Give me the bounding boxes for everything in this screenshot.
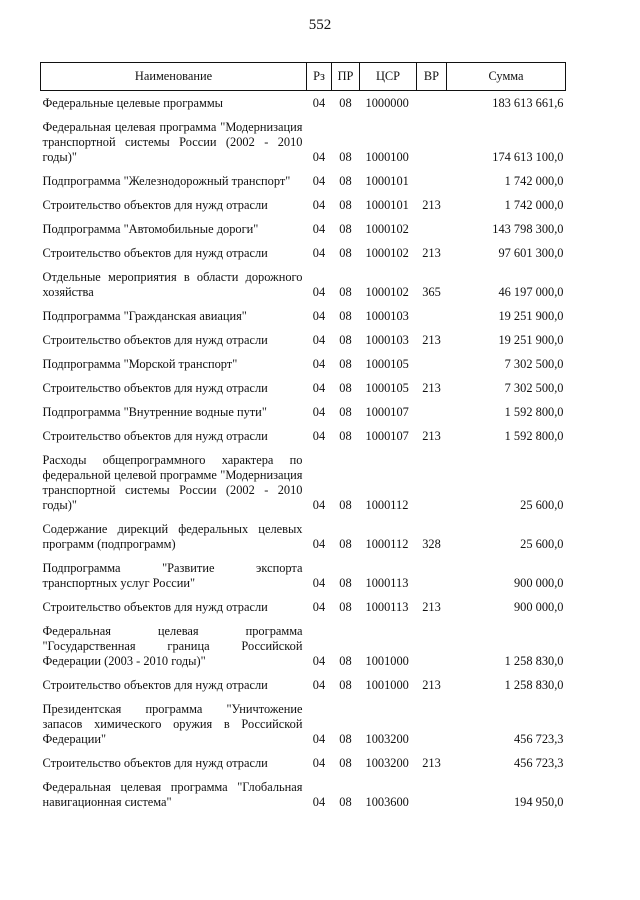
cell-vr: 213 <box>422 198 441 212</box>
header-pr: ПР <box>332 63 360 91</box>
cell-rz: 04 <box>312 732 326 746</box>
cell-rz: 04 <box>312 174 326 188</box>
cell-name: Подпрограмма "Автомобильные дороги" <box>42 222 259 236</box>
table-row <box>41 348 566 372</box>
cell-pr: 08 <box>339 732 352 746</box>
table-row <box>41 693 566 747</box>
page-number: 552 <box>308 17 332 33</box>
table-row <box>41 552 566 591</box>
cell-pr: 08 <box>339 309 352 323</box>
cell-rz: 04 <box>312 285 326 299</box>
cell-csr: 1000113 <box>365 576 409 590</box>
cell-sum: 7 302 500,0 <box>504 357 564 371</box>
cell-pr: 08 <box>339 96 352 110</box>
cell-pr: 08 <box>339 576 352 590</box>
table-row <box>41 261 566 300</box>
cell-pr: 08 <box>339 381 352 395</box>
cell-rz: 04 <box>312 309 326 323</box>
cell-csr: 1000103 <box>365 333 409 347</box>
cell-sum: 1 258 830,0 <box>504 654 564 668</box>
cell-vr <box>417 348 447 372</box>
table-row <box>41 615 566 669</box>
cell-vr: 213 <box>422 429 441 443</box>
cell-name: Подпрограмма "Железнодорожный транспорт" <box>42 174 291 188</box>
cell-csr: 1000100 <box>365 150 409 164</box>
cell-rz: 04 <box>312 756 326 770</box>
cell-pr: 08 <box>339 198 352 212</box>
cell-csr: 1000107 <box>365 429 409 443</box>
cell-sum: 900 000,0 <box>513 600 564 614</box>
cell-vr: 213 <box>422 678 441 692</box>
table-row <box>41 669 566 693</box>
cell-sum: 194 950,0 <box>513 795 564 809</box>
cell-name: Строительство объектов для нужд отрасли <box>42 246 268 260</box>
cell-csr: 1000000 <box>365 96 409 110</box>
cell-vr <box>417 615 447 669</box>
cell-vr <box>417 111 447 165</box>
cell-rz: 04 <box>312 381 326 395</box>
cell-name: Подпрограмма "Развитие экспорта транспортных услуг России" <box>42 561 303 590</box>
cell-csr: 1003200 <box>365 732 409 746</box>
cell-rz: 04 <box>312 357 326 371</box>
table-row <box>41 300 566 324</box>
cell-rz: 04 <box>312 96 326 110</box>
cell-pr: 08 <box>339 222 352 236</box>
cell-rz: 04 <box>312 222 326 236</box>
cell-name: Подпрограмма "Морской транспорт" <box>42 357 238 371</box>
cell-rz: 04 <box>312 537 326 551</box>
cell-vr: 213 <box>422 600 441 614</box>
cell-name: Федеральная целевая программа "Государственная граница Российской Федерации (2003 - 2010 годы)" <box>42 624 303 668</box>
cell-csr: 1000107 <box>365 405 409 419</box>
cell-rz: 04 <box>312 429 326 443</box>
cell-vr <box>417 213 447 237</box>
header-csr: ЦСР <box>360 63 417 91</box>
cell-pr: 08 <box>339 405 352 419</box>
cell-name: Содержание дирекций федеральных целевых программ (подпрограмм) <box>42 522 303 551</box>
cell-sum: 1 742 000,0 <box>504 174 564 188</box>
cell-rz: 04 <box>312 198 326 212</box>
cell-pr: 08 <box>339 654 352 668</box>
cell-sum: 1 592 800,0 <box>504 405 564 419</box>
cell-sum: 174 613 100,0 <box>492 150 564 164</box>
cell-rz: 04 <box>312 654 326 668</box>
table-row <box>41 165 566 189</box>
table-row <box>41 513 566 552</box>
table-row <box>41 189 566 213</box>
cell-pr: 08 <box>339 678 352 692</box>
cell-sum: 456 723,3 <box>513 732 564 746</box>
table-row <box>41 396 566 420</box>
cell-vr: 213 <box>422 246 441 260</box>
cell-name: Подпрограмма "Гражданская авиация" <box>42 309 247 323</box>
cell-pr: 08 <box>339 246 352 260</box>
cell-rz: 04 <box>312 678 326 692</box>
cell-pr: 08 <box>339 333 352 347</box>
cell-sum: 143 798 300,0 <box>492 222 564 236</box>
cell-pr: 08 <box>339 150 352 164</box>
cell-sum: 900 000,0 <box>513 576 564 590</box>
cell-vr: 328 <box>422 537 441 551</box>
cell-rz: 04 <box>312 405 326 419</box>
cell-pr: 08 <box>339 429 352 443</box>
cell-name: Строительство объектов для нужд отрасли <box>42 756 268 770</box>
cell-vr <box>417 771 447 810</box>
table-row <box>41 324 566 348</box>
cell-sum: 183 613 661,6 <box>492 96 564 110</box>
cell-rz: 04 <box>312 333 326 347</box>
cell-rz: 04 <box>312 795 326 809</box>
cell-name: Строительство объектов для нужд отрасли <box>42 429 268 443</box>
header-name: Наименование <box>41 63 307 91</box>
cell-rz: 04 <box>312 246 326 260</box>
cell-name: Федеральная целевая программа "Модернизация транспортной системы России (2002 - 2010 годы)" <box>42 120 303 164</box>
cell-name: Подпрограмма "Внутренние водные пути" <box>42 405 267 419</box>
cell-csr: 1000102 <box>365 285 409 299</box>
cell-csr: 1000113 <box>365 600 409 614</box>
cell-sum: 19 251 900,0 <box>498 309 564 323</box>
table-row <box>41 420 566 444</box>
cell-pr: 08 <box>339 756 352 770</box>
cell-pr: 08 <box>339 600 352 614</box>
cell-csr: 1000101 <box>365 198 409 212</box>
header-rz: Рз <box>307 63 332 91</box>
cell-sum: 25 600,0 <box>520 498 564 512</box>
cell-rz: 04 <box>312 150 326 164</box>
cell-csr: 1000103 <box>365 309 409 323</box>
table-row <box>41 372 566 396</box>
cell-vr: 213 <box>422 756 441 770</box>
cell-vr <box>417 300 447 324</box>
cell-csr: 1000101 <box>365 174 409 188</box>
table-row <box>41 111 566 165</box>
cell-vr: 213 <box>422 381 441 395</box>
table-row <box>41 444 566 513</box>
cell-sum: 25 600,0 <box>520 537 564 551</box>
cell-sum: 97 601 300,0 <box>498 246 564 260</box>
cell-name: Отдельные мероприятия в области дорожного хозяйства <box>42 270 303 299</box>
table-body <box>41 91 566 811</box>
budget-table <box>40 62 566 810</box>
cell-pr: 08 <box>339 498 352 512</box>
cell-pr: 08 <box>339 795 352 809</box>
cell-rz: 04 <box>312 576 326 590</box>
cell-vr <box>417 165 447 189</box>
cell-csr: 1000112 <box>365 537 409 551</box>
table-row <box>41 237 566 261</box>
cell-name: Федеральная целевая программа "Глобальная навигационная система" <box>42 780 303 809</box>
cell-rz: 04 <box>312 600 326 614</box>
table-header <box>41 63 566 91</box>
cell-vr: 213 <box>422 333 441 347</box>
table-row <box>41 771 566 810</box>
cell-vr <box>417 552 447 591</box>
cell-sum: 19 251 900,0 <box>498 333 564 347</box>
cell-csr: 1001000 <box>365 654 409 668</box>
cell-vr <box>417 444 447 513</box>
cell-csr: 1003200 <box>365 756 409 770</box>
cell-csr: 1003600 <box>365 795 409 809</box>
header-vr: ВР <box>417 63 447 91</box>
table-row <box>41 213 566 237</box>
cell-sum: 1 592 800,0 <box>504 429 564 443</box>
cell-name: Строительство объектов для нужд отрасли <box>42 600 268 614</box>
cell-csr: 1000102 <box>365 246 409 260</box>
cell-sum: 1 742 000,0 <box>504 198 564 212</box>
cell-csr: 1001000 <box>365 678 409 692</box>
cell-sum: 456 723,3 <box>513 756 564 770</box>
cell-sum: 7 302 500,0 <box>504 381 564 395</box>
cell-csr: 1000102 <box>365 222 409 236</box>
cell-name: Президентская программа "Уничтожение запасов химического оружия в Российской Федерации" <box>42 702 303 746</box>
cell-name: Строительство объектов для нужд отрасли <box>42 381 268 395</box>
cell-vr: 365 <box>422 285 441 299</box>
cell-name: Расходы общепрограммного характера по федеральной целевой программе "Модернизация транспортной системы России (2002 - 2010 годы)" <box>42 453 303 512</box>
cell-sum: 1 258 830,0 <box>504 678 564 692</box>
cell-pr: 08 <box>339 285 352 299</box>
cell-name: Федеральные целевые программы <box>42 96 224 110</box>
cell-csr: 1000105 <box>365 357 409 371</box>
cell-sum: 46 197 000,0 <box>498 285 564 299</box>
cell-name: Строительство объектов для нужд отрасли <box>42 333 268 347</box>
cell-vr <box>417 91 447 112</box>
cell-name: Строительство объектов для нужд отрасли <box>42 678 268 692</box>
cell-pr: 08 <box>339 174 352 188</box>
cell-vr <box>417 693 447 747</box>
cell-rz: 04 <box>312 498 326 512</box>
table-row <box>41 91 566 112</box>
cell-vr <box>417 396 447 420</box>
cell-name: Строительство объектов для нужд отрасли <box>42 198 268 212</box>
cell-pr: 08 <box>339 537 352 551</box>
header-sum: Сумма <box>447 63 566 91</box>
table-row <box>41 747 566 771</box>
cell-csr: 1000105 <box>365 381 409 395</box>
cell-pr: 08 <box>339 357 352 371</box>
cell-csr: 1000112 <box>365 498 409 512</box>
table-row <box>41 591 566 615</box>
